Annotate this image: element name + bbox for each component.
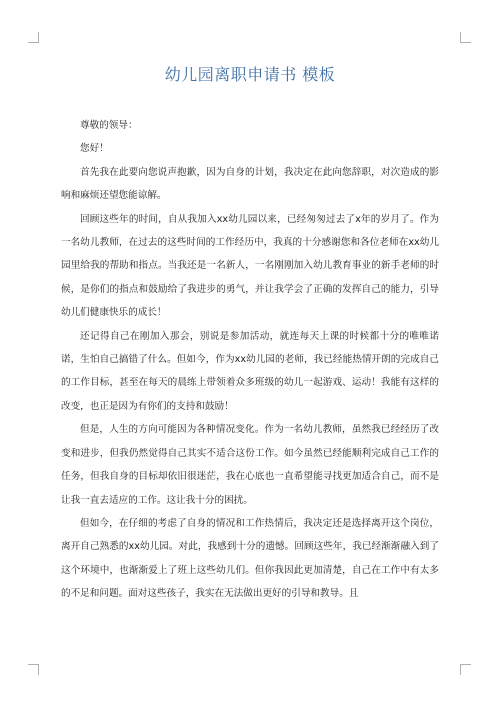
greeting: 您好！ <box>80 143 109 155</box>
document-title: 幼儿园离职申请书 模板 <box>164 65 336 84</box>
paragraph-2: 回顾这些年的时间，自从我加入xx幼儿园以来，已经匆匆过去了x年的岁月了。作为一名幼儿教师，在过去的这些时间的工作经历中，我真的十分感谢您和各位老师在xx幼儿园里给我的帮助和指点。当我还是一名新人，一名刚刚加入幼儿教育事业的新手老师的时候，是你们的指点和鼓励给了我进步的勇气，并让我学会了正确的发挥自己的能力，引导幼儿们健康快乐的成长！ <box>61 213 439 319</box>
paragraph-5: 但如今，在仔细的考虑了自身的情况和工作热情后，我决定还是选择离开这个岗位，离开自己熟悉的xx幼儿园。对此，我感到十分的遗憾。回顾这些年，我已经渐渐融入到了这个环境中，也渐渐爱上了班上这些幼儿们。但你我因此更加清楚，自己在工作中有太多的不足和问题。面对这些孩子，我实在无法做出更好的引导和教导。且 <box>61 517 439 600</box>
crop-mark-bottom-right <box>460 664 471 675</box>
document-page <box>61 62 439 606</box>
crop-mark-top-left <box>28 32 39 43</box>
crop-mark-bottom-left <box>28 664 39 675</box>
paragraph-3: 还记得自己在刚加入那会，别说是参加活动，就连每天上课的时候都十分的唯唯诺诺，生怕自己搞错了什么。但如今，作为xx幼儿园的老师，我已经能热情开朗的完成自己的工作目标，甚至在每天的晨练上带领着众多班级的幼儿一起游戏、运动！我能有这样的改变，也正是因为有你们的支持和鼓励！ <box>61 330 439 412</box>
paragraph-4: 但是，人生的方向可能因为各种情况变化。作为一名幼儿教师，虽然我已经经历了改变和进步，但我仍然觉得自己其实不适合这份工作。如今虽然已经能顺利完成自己工作的任务，但我自身的目标却依旧很迷茫，我在心底也一直希望能寻找更加适合自己，而不是让我一直去适应的工作。这让我十分的困扰。 <box>61 424 439 506</box>
paragraph-1: 首先我在此要向您说声抱歉，因为自身的计划，我决定在此向您辞职，对次造成的影响和麻烦还望您能谅解。 <box>61 166 439 202</box>
crop-mark-top-right <box>460 32 471 43</box>
salutation: 尊敬的领导： <box>80 120 138 131</box>
